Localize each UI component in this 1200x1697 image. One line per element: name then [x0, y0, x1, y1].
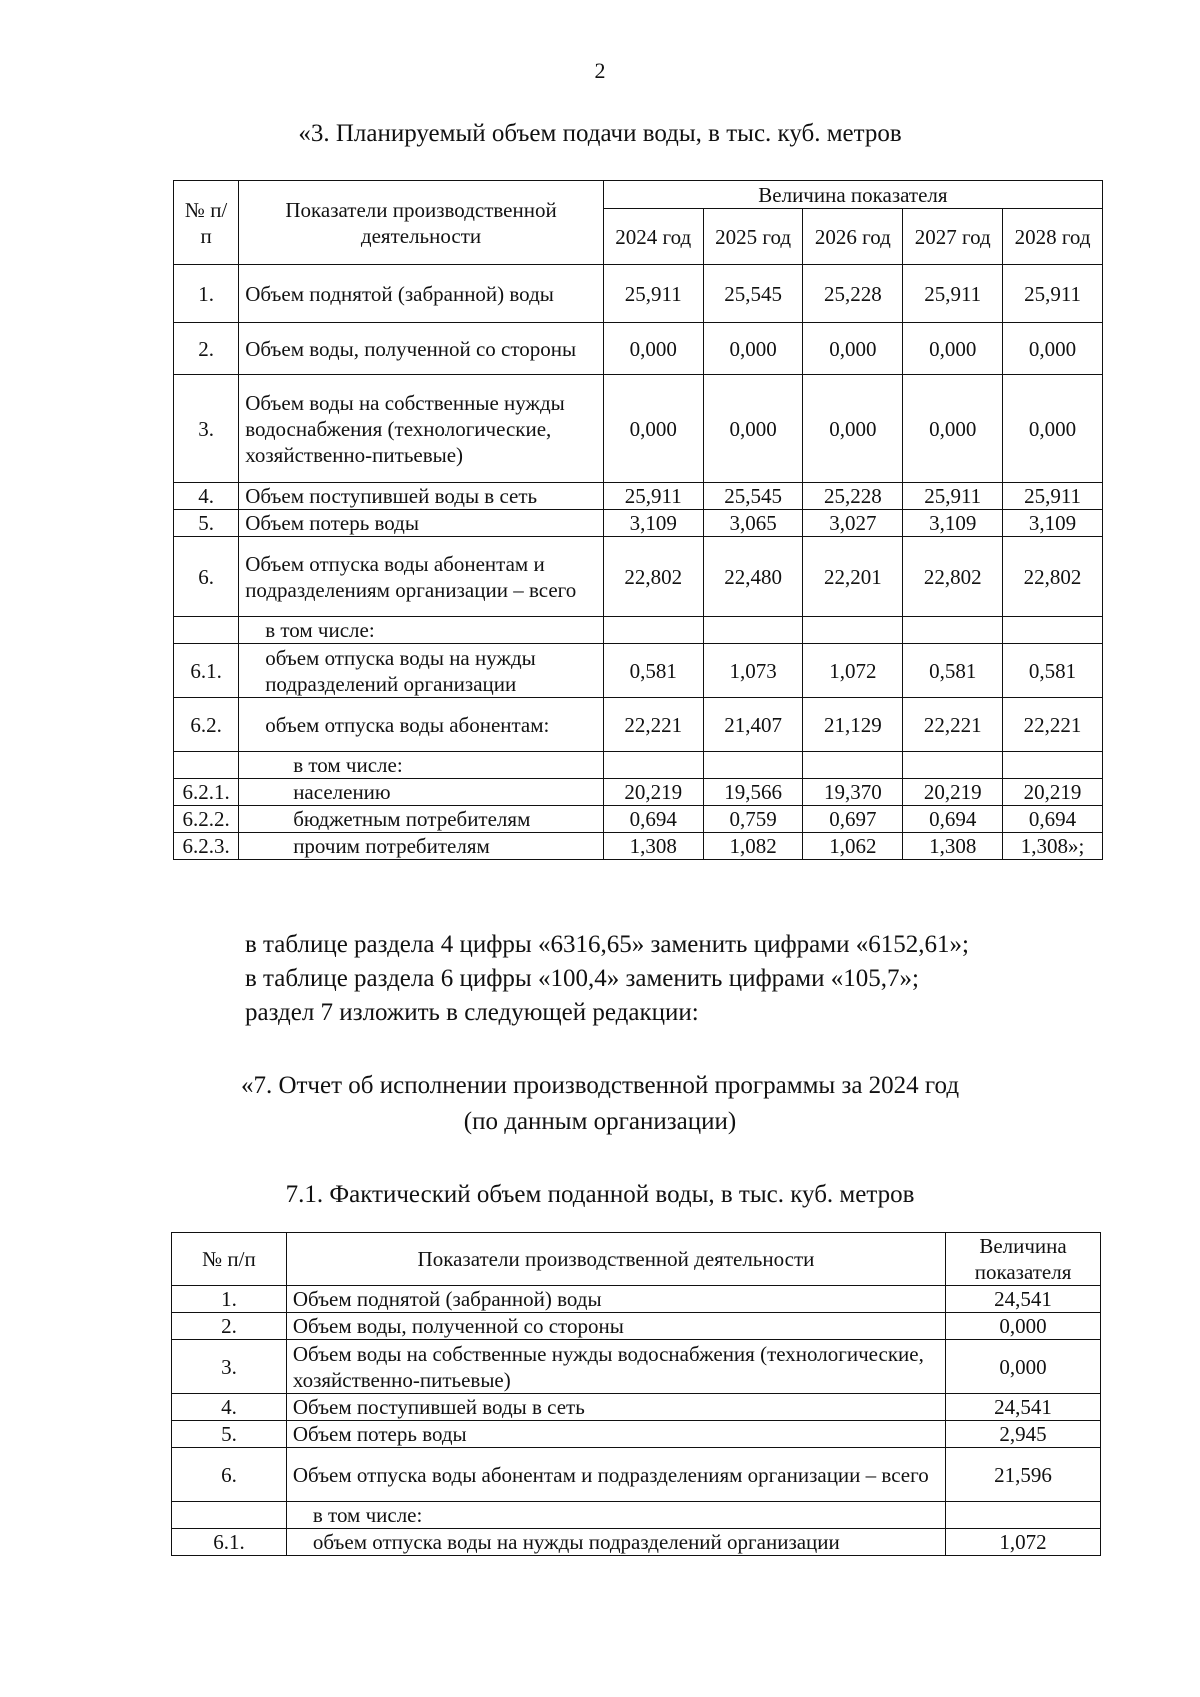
- table-row: [174, 510, 1103, 537]
- row-value: 0,000: [703, 323, 803, 375]
- row-value: 22,802: [603, 537, 703, 617]
- row-value: 1,073: [703, 644, 803, 698]
- section-3-title: «3. Планируемый объем подачи воды, в тыс. куб. метров: [298, 120, 902, 147]
- row-value: [703, 617, 803, 644]
- row-value: 3,109: [603, 510, 703, 537]
- header-value-group: Величина показателя: [603, 181, 1102, 209]
- row-value: [1003, 617, 1103, 644]
- row-value: 19,566: [703, 779, 803, 806]
- header-year: 2028 год: [1003, 209, 1103, 265]
- row-value: 20,219: [603, 779, 703, 806]
- row-value: [803, 752, 903, 779]
- header-num: № п/п: [174, 181, 239, 265]
- row-value: 25,228: [803, 265, 903, 323]
- table-row: [172, 1448, 1101, 1502]
- actual-water-supply-table: [171, 1232, 1101, 1556]
- row-value: 3,027: [803, 510, 903, 537]
- row-label: прочим потребителям: [239, 833, 604, 860]
- row-value: 0,000: [603, 323, 703, 375]
- row-value: 25,911: [603, 265, 703, 323]
- row-value: [946, 1502, 1101, 1529]
- row-value: 25,911: [903, 265, 1003, 323]
- row-value: 0,000: [1003, 375, 1103, 483]
- row-value: 0,581: [1003, 644, 1103, 698]
- row-number: 5.: [174, 510, 239, 537]
- row-number: [174, 752, 239, 779]
- section-7-1-title: 7.1. Фактический объем поданной воды, в тыс. куб. метров: [285, 1181, 915, 1208]
- row-value: 20,219: [1003, 779, 1103, 806]
- row-value: 22,802: [1003, 537, 1103, 617]
- row-value: 0,000: [803, 375, 903, 483]
- row-label: в том числе:: [239, 617, 604, 644]
- row-value: 24,541: [946, 1394, 1101, 1421]
- row-value: 25,545: [703, 483, 803, 510]
- row-number: 6.1.: [172, 1529, 287, 1556]
- row-value: 22,221: [1003, 698, 1103, 752]
- row-label: населению: [239, 779, 604, 806]
- row-number: 6.: [174, 537, 239, 617]
- row-value: 1,308: [903, 833, 1003, 860]
- row-value: 0,759: [703, 806, 803, 833]
- row-value: 1,082: [703, 833, 803, 860]
- page-number: 2: [594, 58, 606, 83]
- header-year: 2025 год: [703, 209, 803, 265]
- table-row: [172, 1529, 1101, 1556]
- section-7-title-line2: (по данным организации): [463, 1108, 737, 1135]
- row-number: 1.: [172, 1286, 287, 1313]
- row-value: 25,911: [1003, 483, 1103, 510]
- row-label: бюджетным потребителям: [239, 806, 604, 833]
- amendment-line: в таблице раздела 4 цифры «6316,65» заменить цифрами «6152,61»;: [245, 931, 969, 958]
- row-number: 1.: [174, 265, 239, 323]
- table-row: [174, 323, 1103, 375]
- table-row: [172, 1394, 1101, 1421]
- row-number: 4.: [174, 483, 239, 510]
- row-value: 1,072: [946, 1529, 1101, 1556]
- row-value: 0,000: [903, 375, 1003, 483]
- row-value: 0,000: [703, 375, 803, 483]
- row-number: 6.2.1.: [174, 779, 239, 806]
- row-number: 6.1.: [174, 644, 239, 698]
- row-value: 22,480: [703, 537, 803, 617]
- row-label: Объем отпуска воды абонентам и подразделениям организации – всего: [239, 537, 604, 617]
- row-label: объем отпуска воды абонентам:: [239, 698, 604, 752]
- row-number: 6.2.2.: [174, 806, 239, 833]
- row-number: 2.: [172, 1313, 287, 1340]
- row-label: Объем воды, полученной со стороны: [286, 1313, 945, 1340]
- row-value: 24,541: [946, 1286, 1101, 1313]
- table-row: [174, 265, 1103, 323]
- table-row: [172, 1502, 1101, 1529]
- header-year: 2026 год: [803, 209, 903, 265]
- row-label: в том числе:: [239, 752, 604, 779]
- table-row: [172, 1313, 1101, 1340]
- row-value: 3,109: [903, 510, 1003, 537]
- row-label: Объем отпуска воды абонентам и подразделениям организации – всего: [286, 1448, 945, 1502]
- amendment-line: в таблице раздела 6 цифры «100,4» заменить цифрами «105,7»;: [245, 965, 919, 992]
- row-value: [903, 617, 1003, 644]
- row-value: 20,219: [903, 779, 1003, 806]
- row-label: Объем поднятой (забранной) воды: [286, 1286, 945, 1313]
- row-number: 6.: [172, 1448, 287, 1502]
- row-value: 0,000: [946, 1313, 1101, 1340]
- table-row: [172, 1340, 1101, 1394]
- row-label: Объем воды на собственные нужды водоснабжения (технологические, хозяйственно-питьевые): [286, 1340, 945, 1394]
- row-value: 0,694: [903, 806, 1003, 833]
- table-row: [174, 644, 1103, 698]
- row-label: Объем поступившей воды в сеть: [286, 1394, 945, 1421]
- row-number: [174, 617, 239, 644]
- row-number: 3.: [172, 1340, 287, 1394]
- table-row: [174, 617, 1103, 644]
- row-value: 21,407: [703, 698, 803, 752]
- header-indicator: Показатели производственной деятельности: [286, 1233, 945, 1286]
- row-number: 6.2.3.: [174, 833, 239, 860]
- row-value: 25,545: [703, 265, 803, 323]
- row-value: 25,911: [1003, 265, 1103, 323]
- row-value: 3,065: [703, 510, 803, 537]
- row-number: 3.: [174, 375, 239, 483]
- row-number: 5.: [172, 1421, 287, 1448]
- table-row: [174, 698, 1103, 752]
- row-value: 19,370: [803, 779, 903, 806]
- row-value: 0,000: [603, 375, 703, 483]
- table-row: [174, 806, 1103, 833]
- row-value: [603, 617, 703, 644]
- row-label: объем отпуска воды на нужды подразделений организации: [239, 644, 604, 698]
- row-label: Объем поднятой (забранной) воды: [239, 265, 604, 323]
- header-year: 2024 год: [603, 209, 703, 265]
- table-row: [174, 483, 1103, 510]
- table-row: [174, 779, 1103, 806]
- row-label: в том числе:: [286, 1502, 945, 1529]
- row-value: 0,000: [803, 323, 903, 375]
- row-value: 2,945: [946, 1421, 1101, 1448]
- table-row: [174, 537, 1103, 617]
- row-label: Объем воды, полученной со стороны: [239, 323, 604, 375]
- table-row: [174, 752, 1103, 779]
- row-value: 0,000: [1003, 323, 1103, 375]
- row-label: Объем потерь воды: [286, 1421, 945, 1448]
- row-value: 0,694: [1003, 806, 1103, 833]
- section-7-title: [0, 1068, 1200, 1140]
- row-value: 0,581: [903, 644, 1003, 698]
- row-label: объем отпуска воды на нужды подразделений организации: [286, 1529, 945, 1556]
- row-value: [703, 752, 803, 779]
- row-value: 22,201: [803, 537, 903, 617]
- row-value: 25,911: [903, 483, 1003, 510]
- row-value: 0,697: [803, 806, 903, 833]
- row-value: 0,581: [603, 644, 703, 698]
- row-value: 0,694: [603, 806, 703, 833]
- row-label: Объем потерь воды: [239, 510, 604, 537]
- row-value: [803, 617, 903, 644]
- header-year: 2027 год: [903, 209, 1003, 265]
- table-row: [174, 375, 1103, 483]
- row-number: 4.: [172, 1394, 287, 1421]
- table-row: [172, 1286, 1101, 1313]
- row-number: 6.2.: [174, 698, 239, 752]
- row-value: 22,221: [903, 698, 1003, 752]
- row-value: 1,072: [803, 644, 903, 698]
- row-value: [1003, 752, 1103, 779]
- row-value: 21,596: [946, 1448, 1101, 1502]
- row-number: 2.: [174, 323, 239, 375]
- section-7-title-line1: «7. Отчет об исполнении производственной программы за 2024 год: [240, 1072, 960, 1099]
- row-value: [903, 752, 1003, 779]
- header-num: № п/п: [172, 1233, 287, 1286]
- row-value: 22,221: [603, 698, 703, 752]
- amendments-text: [245, 928, 969, 1030]
- row-value: 0,000: [946, 1340, 1101, 1394]
- table-row: [172, 1421, 1101, 1448]
- row-value: 25,228: [803, 483, 903, 510]
- row-value: [603, 752, 703, 779]
- table-row: [174, 833, 1103, 860]
- amendment-line: раздел 7 изложить в следующей редакции:: [245, 999, 699, 1026]
- row-value: 1,308»;: [1003, 833, 1103, 860]
- row-value: 0,000: [903, 323, 1003, 375]
- row-value: 3,109: [1003, 510, 1103, 537]
- row-value: 25,911: [603, 483, 703, 510]
- row-value: 1,062: [803, 833, 903, 860]
- header-value: Величина показателя: [946, 1233, 1101, 1286]
- planned-water-supply-table: [173, 180, 1103, 860]
- header-indicator: Показатели производственной деятельности: [239, 181, 604, 265]
- row-value: 1,308: [603, 833, 703, 860]
- row-value: 22,802: [903, 537, 1003, 617]
- row-label: Объем воды на собственные нужды водоснабжения (технологические, хозяйственно-питьевые): [239, 375, 604, 483]
- row-number: [172, 1502, 287, 1529]
- row-value: 21,129: [803, 698, 903, 752]
- row-label: Объем поступившей воды в сеть: [239, 483, 604, 510]
